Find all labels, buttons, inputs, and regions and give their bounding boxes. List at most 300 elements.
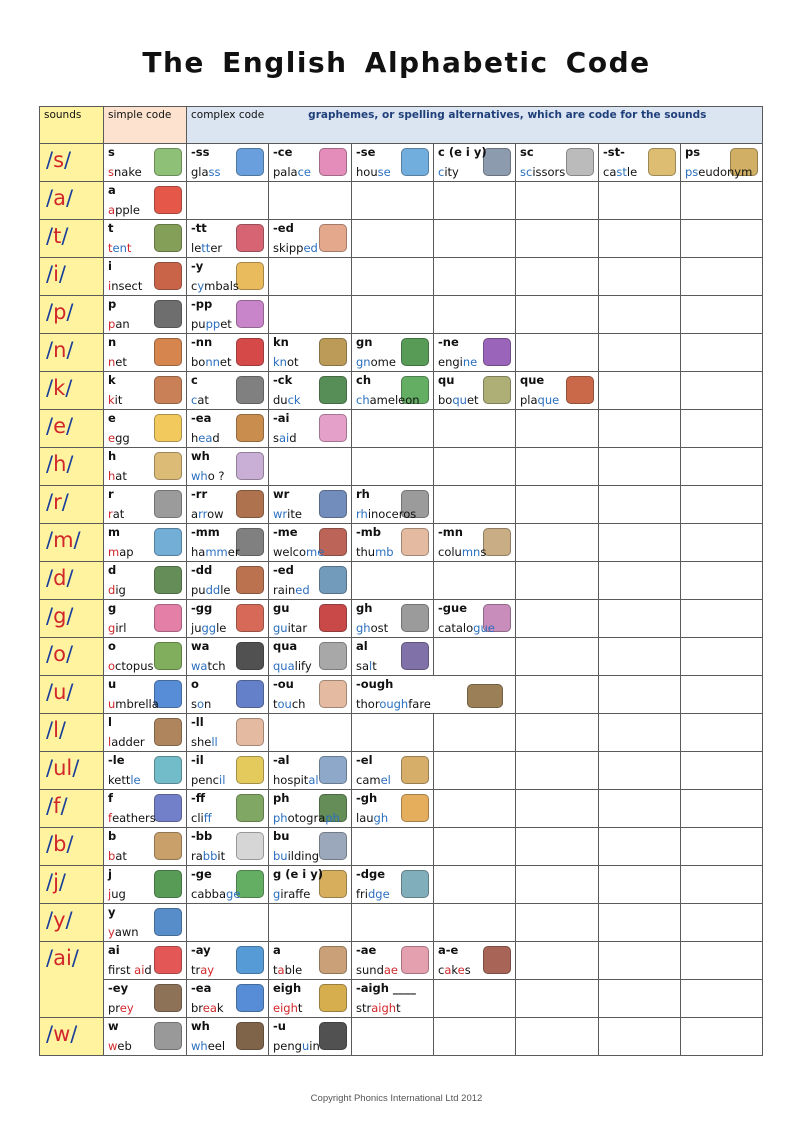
slash-right: / [66,300,74,324]
example-word [685,164,752,180]
grapheme-label: u [108,677,117,691]
simple-code-header-label: simple code [108,109,172,121]
word-part: cam [356,773,381,787]
grapheme-cell [187,942,269,980]
slash-right: / [58,262,66,286]
grapheme-label: -il [191,753,204,767]
grapheme-label: -le [108,753,125,767]
word-part: s [108,165,114,179]
table-row [40,144,763,182]
word-part: ot [286,355,299,369]
slash-left: / [46,186,54,210]
example-word [191,734,218,750]
grapheme-label: wh [191,449,210,463]
table-row [40,828,763,866]
grapheme-label: t [108,221,114,235]
grapheme-cell [187,220,269,258]
grapheme-cell [352,562,434,600]
grapheme-label: m [108,525,120,539]
grapheme-cell [352,600,434,638]
slash-right: / [66,338,74,362]
word-part: qua [273,659,295,673]
grapheme-cell [187,790,269,828]
example-word [438,620,495,636]
word-part: at [115,469,127,483]
example-word [191,544,240,560]
word-part: thor [356,697,380,711]
word-part: mbals [204,279,239,293]
example-word [356,164,391,180]
word-part: o [108,659,116,673]
grapheme-cell [352,372,434,410]
grapheme-cell [434,638,516,676]
example-word [273,544,324,560]
table-row [40,448,763,486]
grapheme-cell [681,334,763,372]
word-part: kett [108,773,131,787]
grapheme-cell [681,600,763,638]
word-part: d [212,431,220,445]
grapheme-cell [516,638,599,676]
word-part: it [114,393,123,407]
grapheme-cell [352,980,434,1018]
grapheme-label: -u [273,1019,286,1033]
word-part: ed [295,583,310,597]
word-part: at [112,507,125,521]
grapheme-label: a-e [438,943,459,957]
example-word [273,392,301,408]
grapheme-cell [681,714,763,752]
slash-right: / [64,148,72,172]
word-part: qu [452,393,467,407]
grapheme-cell [269,980,352,1018]
example-word [273,696,305,712]
word-part: nn [205,355,220,369]
grapheme-label: gn [356,335,373,349]
grapheme-label: b [108,829,117,843]
grapheme-cell [269,372,352,410]
sound-cell [40,182,104,220]
slash-right: / [72,756,80,780]
word-part: l [369,659,373,673]
word-part: cabba [191,887,227,901]
grapheme-label: bu [273,829,290,843]
slash-left: / [46,870,54,894]
word-part: et [466,393,479,407]
word-part: ch [356,393,370,407]
grapheme-cell [269,638,352,676]
word-part: a [277,963,285,977]
table-row [40,638,763,676]
grapheme-cell [516,1018,599,1056]
grapheme-cell [599,220,681,258]
table-row [40,258,763,296]
word-part: st [616,165,627,179]
word-part: k [451,963,458,977]
example-word [191,620,226,636]
word-part: u [301,1039,310,1053]
alphabetic-code-table [39,106,763,1056]
example-word [273,506,302,522]
phoneme-label: a [53,186,66,210]
word-part: wr [273,507,288,521]
grapheme-cell [681,904,763,942]
grapheme-cell [681,296,763,334]
grapheme-label: gu [273,601,290,615]
grapheme-label: -dd [191,563,213,577]
word-part: il [219,773,226,787]
slash-right: / [58,718,66,742]
example-word [438,544,486,560]
grapheme-cell [516,562,599,600]
sound-cell [40,220,104,258]
sound-cell [40,562,104,600]
word-part: n [204,697,212,711]
word-part: et [115,355,127,369]
grapheme-label: j [108,867,112,881]
grapheme-cell [681,980,763,1018]
grapheme-cell [352,942,434,980]
grapheme-cell [681,486,763,524]
sounds-header-label: sounds [44,109,82,121]
grapheme-label: h [108,449,117,463]
word-part: gh [356,621,371,635]
grapheme-cell [352,258,434,296]
word-part: n [108,355,116,369]
example-word [108,240,131,256]
word-part: str [356,1001,372,1015]
word-part: le [216,621,227,635]
table-row [40,676,763,714]
sound-cell [40,372,104,410]
grapheme-cell [269,296,352,334]
grapheme-cell [681,220,763,258]
word-part: ca [603,165,617,179]
example-word [356,658,377,674]
word-part: lify [294,659,312,673]
example-word [273,848,319,864]
example-word [520,164,565,180]
simple-code-cell [104,524,187,562]
sound-cell [40,144,104,182]
example-word [356,696,431,712]
word-part: in [309,1039,320,1053]
word-part: ai [279,431,290,445]
example-word [191,468,225,484]
phoneme-label: j [53,870,59,894]
slash-right: / [61,224,69,248]
word-part: bu [273,849,288,863]
grapheme-cell [434,980,516,1018]
word-part: u [108,697,116,711]
sounds-header [40,107,104,144]
example-word [273,354,299,370]
grapheme-cell [681,638,763,676]
word-part: du [273,393,288,407]
grapheme-cell [269,258,352,296]
grapheme-label: -gg [191,601,213,615]
simple-code-cell [104,334,187,372]
example-word [191,354,232,370]
word-part: c [438,963,445,977]
word-part: s [191,697,197,711]
grapheme-label: s [108,145,115,159]
grapheme-cell [269,220,352,258]
simple-code-cell [104,942,187,980]
simple-code-cell [104,638,187,676]
grapheme-cell [599,676,681,714]
example-word [108,430,130,446]
simple-code-cell [104,372,187,410]
slash-left: / [46,680,54,704]
grapheme-cell [352,866,434,904]
simple-code-cell [104,980,187,1018]
word-part: h [108,469,116,483]
word-part: ey [119,1001,134,1015]
simple-code-cell [104,258,187,296]
slash-left: / [46,414,54,438]
grapheme-cell [269,334,352,372]
grapheme-cell [434,220,516,258]
example-word [191,392,209,408]
grapheme-label: -rr [191,487,208,501]
grapheme-label: -ll [191,715,204,729]
grapheme-cell [269,1018,352,1056]
grapheme-label: -ed [273,563,294,577]
grapheme-label: l [108,715,112,729]
word-part: ble [284,963,303,977]
word-part: d [144,963,152,977]
word-part: ph [325,811,340,825]
grapheme-cell [434,752,516,790]
grapheme-label: -tt [191,221,207,235]
grapheme-cell [269,942,352,980]
grapheme-cell [599,752,681,790]
grapheme-label: -mn [438,525,463,539]
grapheme-cell [599,828,681,866]
grapheme-cell [434,714,516,752]
word-part: eigh [273,1001,298,1015]
word-part: aigh [371,1001,397,1015]
table-row [40,866,763,904]
word-part: otogra [287,811,326,825]
word-part: e [457,963,465,977]
grapheme-label: o [191,677,199,691]
grapheme-cell [434,334,516,372]
grapheme-cell [599,410,681,448]
grapheme-cell [681,942,763,980]
example-word [356,392,420,408]
example-word [191,696,211,712]
phoneme-label: f [53,794,61,818]
grapheme-cell [187,676,269,714]
example-word [356,810,388,826]
grapheme-cell [187,524,269,562]
slash-right: / [73,528,81,552]
table-row [40,296,763,334]
grapheme-cell [516,182,599,220]
grapheme-cell [434,410,516,448]
slash-right: / [65,376,73,400]
word-part: que [537,393,560,407]
grapheme-label: -ough [356,677,394,691]
word-part: ome [370,355,396,369]
word-part: ug [111,887,126,901]
grapheme-label: -ce [273,145,293,159]
example-word [438,164,459,180]
grapheme-label: que [520,373,545,387]
grapheme-cell [516,600,599,638]
phoneme-label: r [53,490,62,514]
grapheme-cell [187,296,269,334]
word-part: ameleon [369,393,420,407]
word-part: ou [277,697,292,711]
grapheme-cell [269,410,352,448]
word-part: sc [520,165,533,179]
grapheme-cell [434,904,516,942]
slash-left: / [46,148,54,172]
word-part: a [108,203,116,217]
example-word [108,962,152,978]
sound-cell [40,600,104,638]
word-part: eel [207,1039,226,1053]
example-word [191,506,224,522]
grapheme-cell [516,258,599,296]
grapheme-cell [269,562,352,600]
grapheme-label: -ea [191,981,212,995]
phoneme-label: k [53,376,66,400]
grapheme-label: al [356,639,368,653]
grapheme-cell [434,866,516,904]
word-part: wa [191,659,208,673]
word-part: itar [287,621,308,635]
grapheme-cell [681,524,763,562]
word-part: bo [438,393,453,407]
grapheme-label: wh [191,1019,210,1033]
phoneme-label: y [53,908,66,932]
word-part: c [191,393,198,407]
sound-cell [40,258,104,296]
sound-cell [40,942,104,1018]
table-row [40,904,763,942]
phoneme-label: i [53,262,59,286]
grapheme-cell [599,942,681,980]
grapheme-label: -ck [273,373,293,387]
slash-right: / [66,832,74,856]
word-part: cli [191,811,204,825]
grapheme-label: -ne [438,335,459,349]
grapheme-label: qu [438,373,455,387]
example-word [108,734,145,750]
grapheme-label: ph [273,791,290,805]
grapheme-label: d [108,563,117,577]
word-part: ea [198,431,213,445]
slash-left: / [46,338,54,362]
simple-code-cell [104,448,187,486]
word-part: o ? [207,469,225,483]
phoneme-label: h [53,452,67,476]
example-word [273,240,318,256]
slash-right: / [66,452,74,476]
grapheme-label: -y [191,259,204,273]
word-part: e [108,431,116,445]
slash-left: / [46,946,54,970]
word-part: pala [273,165,298,179]
word-part: a [191,507,199,521]
word-part: le [191,241,202,255]
grapheme-label: -nn [191,335,213,349]
table-row [40,410,763,448]
grapheme-cell [434,486,516,524]
grapheme-label: -ay [191,943,211,957]
grapheme-label: -ey [108,981,129,995]
grapheme-cell [681,144,763,182]
example-word [191,278,239,294]
grapheme-label: qua [273,639,298,653]
grapheme-cell [269,486,352,524]
word-part: dge [367,887,390,901]
word-part: gu [273,621,288,635]
complex-code-header [187,107,763,144]
slash-right: / [71,946,79,970]
grapheme-cell [352,676,516,714]
word-part: r [108,507,113,521]
word-part: t [396,1001,401,1015]
word-part: awn [114,925,139,939]
word-part: engi [438,355,463,369]
word-part: le [220,583,231,597]
example-word [191,962,214,978]
grapheme-cell [434,372,516,410]
grapheme-cell [187,980,269,1018]
word-part: l [108,735,112,749]
grapheme-cell [599,334,681,372]
word-part: w [108,1039,118,1053]
simple-code-cell [104,714,187,752]
grapheme-label: -bb [191,829,213,843]
word-part: pr [108,1001,120,1015]
example-word [191,658,226,674]
word-part: ay [200,963,215,977]
word-part: ph [273,811,288,825]
grapheme-cell [599,866,681,904]
simple-code-cell [104,486,187,524]
word-part: eudonym [698,165,753,179]
word-part: an [115,317,130,331]
word-part: gg [201,621,217,635]
grapheme-label: -ea [191,411,212,425]
grapheme-label: -ou [273,677,294,691]
word-part: m [108,545,120,559]
slash-right: / [66,604,74,628]
grapheme-cell [269,600,352,638]
slash-left: / [46,566,54,590]
slash-left: / [46,794,54,818]
grapheme-cell [681,410,763,448]
slash-right: / [66,680,74,704]
word-part: ch [291,697,306,711]
word-part: first [108,963,135,977]
word-part: thu [356,545,376,559]
word-part: t [372,659,377,673]
word-part: fri [356,887,368,901]
word-part: sund [356,963,384,977]
grapheme-cell [434,144,516,182]
simple-code-header [104,107,187,144]
word-part: ea [202,1001,217,1015]
grapheme-cell [352,182,434,220]
word-part: el [380,773,391,787]
